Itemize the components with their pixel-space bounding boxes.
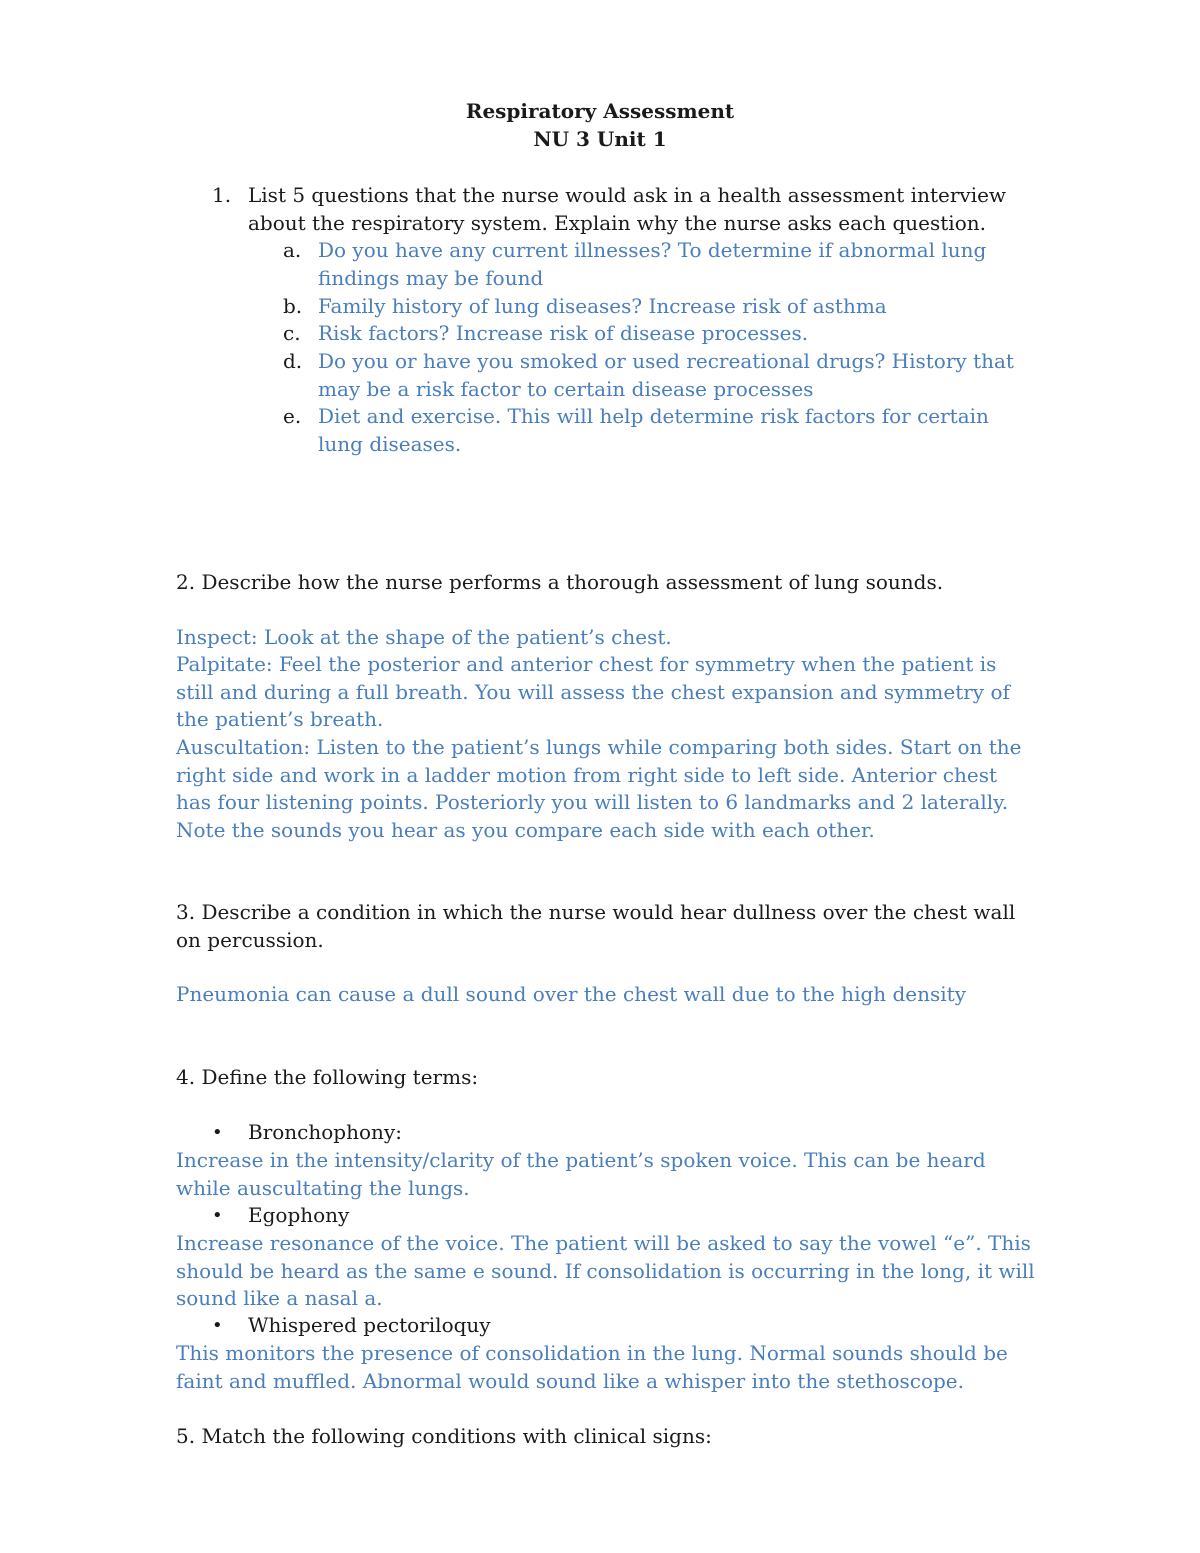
question-5-text: 5. Match the following conditions with clinical signs: (176, 1424, 712, 1448)
term-bronchophony: Bronchophony: (248, 1120, 402, 1144)
bullet-icon: • (212, 1205, 223, 1226)
answer-3-text: Pneumonia can cause a dull sound over the chest wall due to the high density (176, 982, 967, 1006)
answer-1b-text: Family history of lung diseases? Increase risk of asthma (318, 294, 887, 318)
answer-2-palpitate: Palpitate: Feel the posterior and anterior chest for symmetry when the patient is still and during a full breath. You will assess the chest expansion and symmetry of the patient’s breath. (176, 652, 1010, 732)
answer-1c-text: Risk factors? Increase risk of disease processes. (318, 321, 809, 345)
definition-bronchophony: Increase in the intensity/clarity of the patient’s spoken voice. This can be heard while auscultating the lungs. (176, 1148, 986, 1200)
answer-1b-letter: b. (283, 294, 303, 318)
question-2-text: 2. Describe how the nurse performs a thorough assessment of lung sounds. (176, 570, 944, 594)
document-title: Respiratory Assessment (465, 99, 735, 123)
bullet-icon: • (212, 1122, 223, 1143)
answer-1e-letter: e. (283, 404, 302, 428)
answer-1d-text: Do you or have you smoked or used recreational drugs? History that may be a risk factor to certain disease processes (318, 349, 1014, 401)
definition-egophony: Increase resonance of the voice. The patient will be asked to say the vowel “e”. This should be heard as the same e sound. If consolidation is occurring in the long, it will sound like a nasal a. (176, 1231, 1035, 1311)
answer-1e-text: Diet and exercise. This will help determine risk factors for certain lung diseases. (318, 404, 989, 456)
document-subtitle: NU 3 Unit 1 (533, 127, 667, 151)
answer-1a-letter: a. (283, 238, 302, 262)
question-1-number: 1. (212, 183, 232, 207)
answer-2-inspect: Inspect: Look at the shape of the patient’s chest. (176, 625, 672, 649)
answer-2-auscultation: Auscultation: Listen to the patient’s lungs while comparing both sides. Start on the right side and work in a ladder motion from right side to left side. Anterior chest has four listening points. Posteriorly you will listen to 6 landmarks and 2 laterally. Note the sounds you hear as you compare each side with each other. (176, 735, 1022, 842)
answer-1d-letter: d. (283, 349, 303, 373)
term-egophony: Egophony (248, 1203, 350, 1227)
answer-1a-text: Do you have any current illnesses? To determine if abnormal lung findings may be found (318, 238, 987, 290)
term-whispered-pectoriloquy: Whispered pectoriloquy (248, 1313, 491, 1337)
bullet-icon: • (212, 1315, 223, 1336)
question-1-text: List 5 questions that the nurse would ask in a health assessment interview about the respiratory system. Explain why the nurse asks each question. (248, 183, 1007, 235)
question-4-text: 4. Define the following terms: (176, 1065, 479, 1089)
definition-whispered-pectoriloquy: This monitors the presence of consolidation in the lung. Normal sounds should be faint and muffled. Abnormal would sound like a whisper into the stethoscope. (176, 1341, 1008, 1393)
question-3-text: 3. Describe a condition in which the nurse would hear dullness over the chest wall on percussion. (176, 900, 1016, 952)
answer-1c-letter: c. (283, 321, 301, 345)
